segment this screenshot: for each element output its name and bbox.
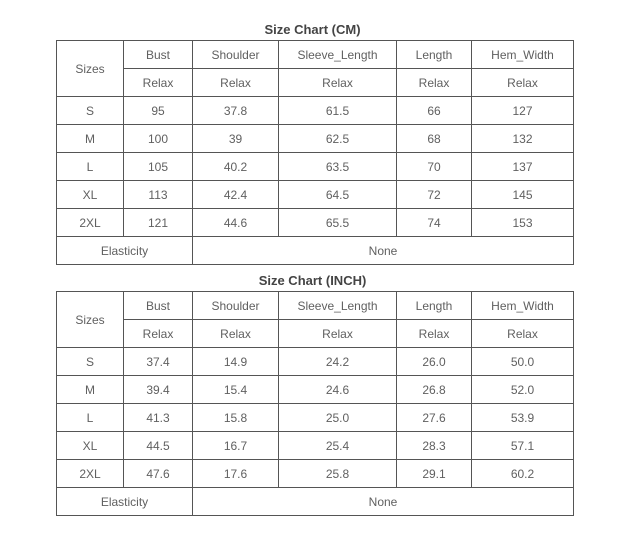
value-cell: 61.5 [279,97,397,125]
table-row [57,97,574,125]
value-cell: 64.5 [279,181,397,209]
value-cell: 37.4 [124,348,193,376]
value-cell: 16.7 [193,432,279,460]
sizes-header: Sizes [57,292,124,348]
value-cell: 40.2 [193,153,279,181]
table-row [57,432,574,460]
fit-cell: Relax [124,320,193,348]
table-row [57,348,574,376]
value-cell: 25.0 [279,404,397,432]
size-cell: M [57,125,124,153]
value-cell: 25.8 [279,460,397,488]
size-cell: M [57,376,124,404]
size-cell: L [57,153,124,181]
table-row [57,181,574,209]
fit-cell: Relax [397,320,472,348]
table-row [57,153,574,181]
value-cell: 24.6 [279,376,397,404]
fit-row [57,69,574,97]
value-cell: 25.4 [279,432,397,460]
table-row [57,209,574,237]
elasticity-row [57,237,574,265]
value-cell: 137 [472,153,574,181]
table-row [57,376,574,404]
fit-cell: Relax [397,69,472,97]
value-cell: 37.8 [193,97,279,125]
fit-cell: Relax [472,69,574,97]
value-cell: 74 [397,209,472,237]
measure-header-sleeve-length: Sleeve_Length [279,292,397,320]
value-cell: 17.6 [193,460,279,488]
elasticity-row [57,488,574,516]
value-cell: 60.2 [472,460,574,488]
elasticity-value: None [193,237,574,265]
size-chart-inch-title: Size Chart (INCH) [258,273,367,288]
fit-cell: Relax [472,320,574,348]
measure-header-hem-width: Hem_Width [472,292,574,320]
elasticity-value: None [193,488,574,516]
value-cell: 68 [397,125,472,153]
measure-header-sleeve-length: Sleeve_Length [279,41,397,69]
table-row [57,460,574,488]
value-cell: 41.3 [124,404,193,432]
elasticity-label: Elasticity [57,237,193,265]
fit-cell: Relax [193,320,279,348]
value-cell: 26.0 [397,348,472,376]
value-cell: 127 [472,97,574,125]
value-cell: 62.5 [279,125,397,153]
value-cell: 24.2 [279,348,397,376]
value-cell: 14.9 [193,348,279,376]
value-cell: 105 [124,153,193,181]
value-cell: 113 [124,181,193,209]
value-cell: 29.1 [397,460,472,488]
fit-cell: Relax [124,69,193,97]
size-chart-cm-title: Size Chart (CM) [264,22,361,37]
value-cell: 47.6 [124,460,193,488]
value-cell: 27.6 [397,404,472,432]
value-cell: 57.1 [472,432,574,460]
value-cell: 44.6 [193,209,279,237]
value-cell: 42.4 [193,181,279,209]
value-cell: 66 [397,97,472,125]
fit-cell: Relax [279,320,397,348]
header-row [57,41,574,69]
value-cell: 132 [472,125,574,153]
size-cell: S [57,97,124,125]
measure-header-length: Length [397,41,472,69]
elasticity-label: Elasticity [57,488,193,516]
size-cell: L [57,404,124,432]
value-cell: 100 [124,125,193,153]
size-cell: XL [57,181,124,209]
value-cell: 63.5 [279,153,397,181]
value-cell: 50.0 [472,348,574,376]
value-cell: 44.5 [124,432,193,460]
value-cell: 15.4 [193,376,279,404]
measure-header-shoulder: Shoulder [193,292,279,320]
value-cell: 52.0 [472,376,574,404]
value-cell: 95 [124,97,193,125]
measure-header-bust: Bust [124,41,193,69]
value-cell: 153 [472,209,574,237]
header-row [57,292,574,320]
size-cell: XL [57,432,124,460]
value-cell: 15.8 [193,404,279,432]
value-cell: 26.8 [397,376,472,404]
table-row [57,125,574,153]
measure-header-bust: Bust [124,292,193,320]
value-cell: 70 [397,153,472,181]
value-cell: 72 [397,181,472,209]
table-row [57,404,574,432]
value-cell: 145 [472,181,574,209]
size-cell: 2XL [57,460,124,488]
size-chart-cm-table [56,40,574,265]
value-cell: 39.4 [124,376,193,404]
value-cell: 53.9 [472,404,574,432]
sizes-header: Sizes [57,41,124,97]
measure-header-hem-width: Hem_Width [472,41,574,69]
value-cell: 65.5 [279,209,397,237]
fit-cell: Relax [279,69,397,97]
measure-header-length: Length [397,292,472,320]
fit-cell: Relax [193,69,279,97]
value-cell: 39 [193,125,279,153]
measure-header-shoulder: Shoulder [193,41,279,69]
size-cell: S [57,348,124,376]
value-cell: 28.3 [397,432,472,460]
fit-row [57,320,574,348]
size-cell: 2XL [57,209,124,237]
value-cell: 121 [124,209,193,237]
size-chart-inch-table [56,291,574,516]
